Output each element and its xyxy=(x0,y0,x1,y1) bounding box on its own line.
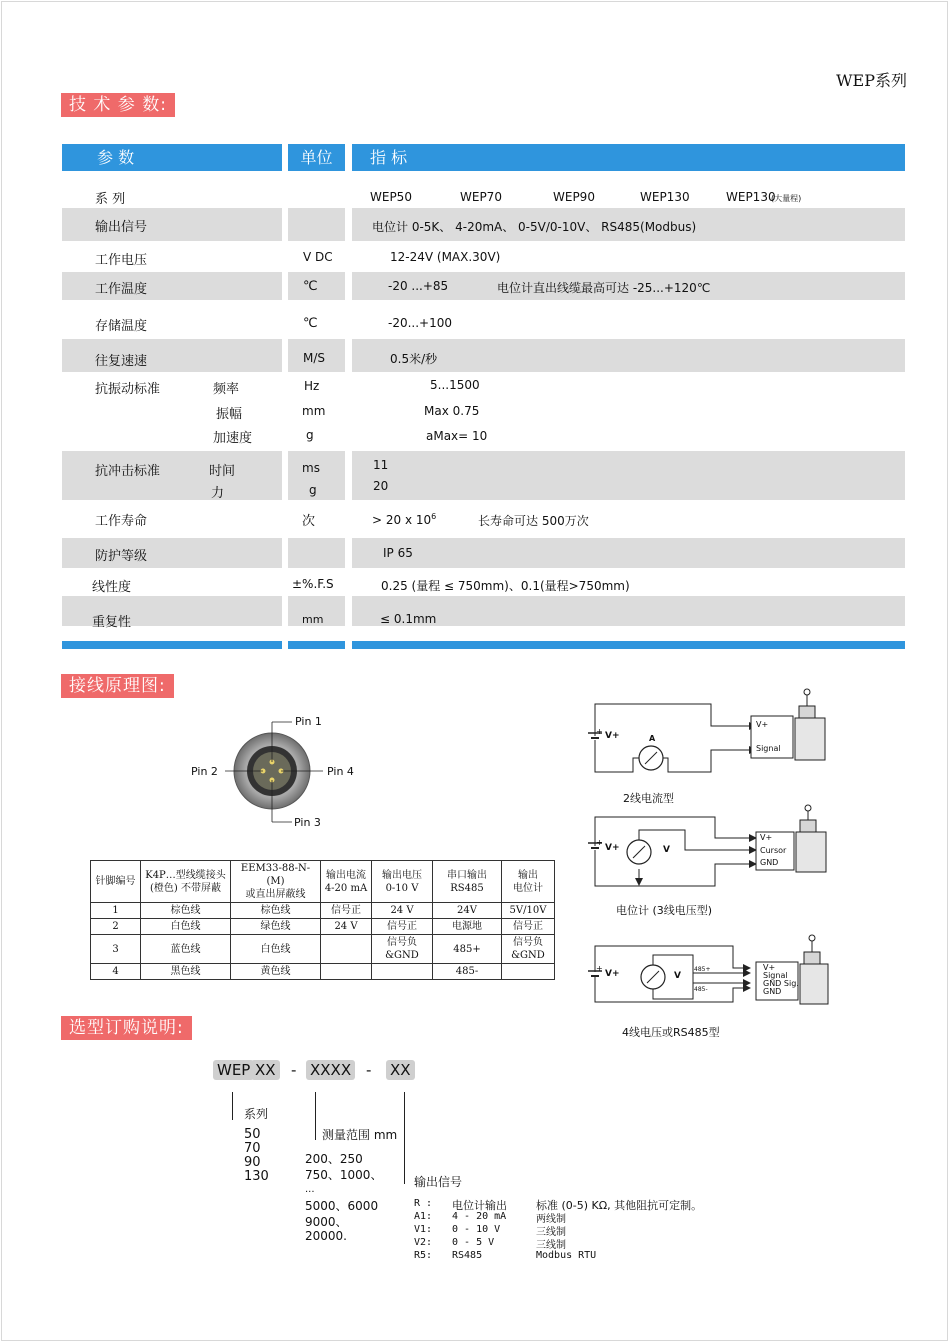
vibration-sub: 振幅 xyxy=(216,407,243,422)
d3-485plus: 485+ xyxy=(694,966,711,973)
code-series: XX xyxy=(251,1060,280,1080)
diagram-2wire-current xyxy=(583,686,843,786)
linearity-value: 0.25 (量程 ≤ 750mm)、0.1(量程>750mm) xyxy=(381,579,630,593)
repeatability-value: ≤ 0.1mm xyxy=(380,612,437,626)
d1-plus: + xyxy=(596,727,603,736)
series-value: WEP50 xyxy=(370,190,412,204)
output-note: 三线制 xyxy=(536,1240,566,1251)
output-code: V1: xyxy=(414,1224,433,1235)
pin-table-header: 输出 电位计 xyxy=(502,861,555,903)
d3-voltmeter: V xyxy=(674,971,681,981)
output-code: A1: xyxy=(414,1211,433,1222)
range-option: 9000、 xyxy=(305,1215,348,1229)
pin3-label: Pin 3 xyxy=(294,816,321,829)
shock-sub: 时间 xyxy=(209,464,236,479)
d2-voltmeter: V xyxy=(663,845,670,855)
series-value: WEP130 xyxy=(640,190,690,204)
param-life: 工作寿命 xyxy=(95,514,148,529)
series-option: 50 xyxy=(244,1127,261,1142)
output-desc: 0 - 5 V xyxy=(452,1237,495,1248)
output-desc: 0 - 10 V xyxy=(452,1224,501,1235)
pin-table-header: 串口输出 RS485 xyxy=(433,861,502,903)
d2-vplus-supply: V+ xyxy=(605,843,620,853)
voltage-value: 12-24V (MAX.30V) xyxy=(390,250,501,264)
vibration-unit: g xyxy=(306,428,314,442)
table-row: 2 白色线 绿色线 24 V 信号正 电源地 信号正 xyxy=(91,919,555,935)
pin2-label: Pin 2 xyxy=(191,765,218,778)
voltage-unit: V DC xyxy=(303,250,333,264)
output-note: 三线制 xyxy=(536,1227,566,1238)
output-code: R5: xyxy=(414,1250,433,1261)
output-code: V2: xyxy=(414,1237,433,1248)
pin-table-header: 输出电流 4-20 mA xyxy=(321,861,372,903)
pin-table-header: K4P…型线缆接头 (橙色) 不带屏蔽 xyxy=(141,861,231,903)
col-header-param: 参 数 xyxy=(62,144,282,171)
d2-gnd: GND xyxy=(760,858,779,867)
series-value: WEP130 xyxy=(726,190,776,204)
d3-485minus: 485- xyxy=(694,986,708,993)
d1-ammeter: A xyxy=(649,734,656,743)
operating-temp-unit: ℃ xyxy=(303,279,318,294)
operating-temp-extra: 电位计直出线缆最高可达 -25...+120℃ xyxy=(497,281,711,295)
repeatability-unit: mm xyxy=(302,613,324,626)
d1-vplus-supply: V+ xyxy=(605,731,620,741)
section-order-heading: 选型订购说明: xyxy=(61,1016,192,1040)
storage-temp-unit: ℃ xyxy=(303,316,318,331)
d3-plus: + xyxy=(596,964,603,973)
series-tag: WEP系列 xyxy=(836,71,907,90)
output-desc: 电位计输出 xyxy=(452,1199,507,1212)
code-prefix: WEP xyxy=(213,1060,254,1080)
table-row: 3 蓝色线 白色线 信号负&GND 485+ 信号负&GND xyxy=(91,935,555,964)
col-header-unit: 单位 xyxy=(288,144,345,171)
vibration-unit: mm xyxy=(302,404,326,418)
vibration-sub: 加速度 xyxy=(213,431,253,446)
range-option: 5000、6000 xyxy=(305,1199,379,1213)
table-row: 4 黑色线 黄色线 485- xyxy=(91,964,555,980)
life-extra: 长寿命可达 500万次 xyxy=(478,514,589,528)
shock-unit: g xyxy=(309,483,317,497)
vibration-value: aMax= 10 xyxy=(426,429,488,443)
d1-caption: 2线电流型 xyxy=(623,792,674,805)
protection-value: IP 65 xyxy=(383,546,413,560)
d2-cursor: Cursor xyxy=(760,846,787,855)
series-option: 130 xyxy=(244,1169,269,1184)
speed-unit: M/S xyxy=(303,351,326,365)
d3-gnd: GND xyxy=(763,987,782,996)
d2-caption: 电位计 (3线电压型) xyxy=(616,904,713,917)
shock-sub: 力 xyxy=(211,486,225,501)
range-option: 750、1000、 xyxy=(305,1168,383,1182)
code-range: XXXX xyxy=(306,1060,355,1080)
life-value: > 20 x $10^6$ xyxy=(372,512,437,527)
section-wiring-heading: 接线原理图: xyxy=(61,674,174,698)
param-storage-temp: 存储温度 xyxy=(95,319,148,334)
output-label: 输出信号 xyxy=(414,1175,463,1189)
shock-value: 20 xyxy=(373,479,389,493)
pin4-label: Pin 4 xyxy=(327,765,354,778)
pin-table xyxy=(90,860,555,980)
range-label: 测量范围 mm xyxy=(322,1128,398,1142)
param-linearity: 线性度 xyxy=(92,580,132,595)
storage-temp-value: -20...+100 xyxy=(388,316,453,330)
range-option: ... xyxy=(305,1184,315,1195)
series-value: WEP90 xyxy=(553,190,595,204)
output-desc: RS485 xyxy=(452,1250,483,1261)
d3-gnd-sig: GND Sig. xyxy=(763,979,799,988)
code-sep: - xyxy=(366,1061,372,1079)
code-output: XX xyxy=(386,1060,415,1080)
param-protection: 防护等级 xyxy=(95,549,148,564)
vibration-value: 5...1500 xyxy=(430,378,480,392)
shock-unit: ms xyxy=(302,461,320,475)
d3-signal: Signal xyxy=(763,971,788,980)
output-desc: 4 - 20 mA xyxy=(452,1211,507,1222)
series-label: 系列 xyxy=(244,1107,269,1121)
param-operating-temp: 工作温度 xyxy=(95,282,148,297)
param-repeatability: 重复性 xyxy=(92,615,132,630)
table-row: 1 棕色线 棕色线 信号正 24 V 24V 5V/10V xyxy=(91,903,555,919)
series-option: 70 xyxy=(244,1141,261,1156)
output-note: Modbus RTU xyxy=(536,1250,597,1261)
param-shock: 抗冲击标准 xyxy=(95,464,161,479)
output-signal-value: 电位计 0-5K、 4-20mA、 0-5V/0-10V、 RS485(Modbus) xyxy=(372,220,697,234)
linearity-unit: ±%.F.S xyxy=(292,577,334,591)
vibration-sub: 频率 xyxy=(213,382,240,397)
output-note: 标准 (0-5) KΩ, 其他阻抗可定制。 xyxy=(536,1199,703,1212)
d3-caption: 4线电压或RS485型 xyxy=(622,1026,720,1039)
param-vibration: 抗振动标准 xyxy=(95,382,161,397)
pin1-label: Pin 1 xyxy=(295,715,322,728)
series-option: 90 xyxy=(244,1155,261,1170)
vibration-value: Max 0.75 xyxy=(424,404,480,418)
param-output-signal: 输出信号 xyxy=(95,220,148,235)
col-header-spec: 指 标 xyxy=(352,144,905,171)
range-option: 200、250 xyxy=(305,1152,363,1166)
param-speed: 往复速速 xyxy=(95,354,148,369)
pin-table-header: 针脚编号 xyxy=(91,861,141,903)
d3-vplus-supply: V+ xyxy=(605,969,620,979)
series-note: (大量程) xyxy=(771,194,802,203)
diagram-4wire xyxy=(583,928,843,1018)
pin-table-header: 输出电压 0-10 V xyxy=(372,861,433,903)
output-code: R : xyxy=(414,1198,433,1209)
d2-vplus: V+ xyxy=(760,833,773,842)
diagram-3wire-voltage xyxy=(583,802,843,897)
d1-signal: Signal xyxy=(756,744,781,753)
param-voltage: 工作电压 xyxy=(95,253,148,268)
range-option: 20000. xyxy=(305,1229,347,1243)
vibration-unit: Hz xyxy=(304,379,320,393)
life-unit: 次 xyxy=(302,514,316,529)
pin-table-header: EEM33-88-N-(M) 或直出屏蔽线 xyxy=(231,861,321,903)
param-series: 系 列 xyxy=(95,192,126,207)
output-note: 两线制 xyxy=(536,1214,566,1225)
series-value: WEP70 xyxy=(460,190,502,204)
shock-value: 11 xyxy=(373,458,389,472)
speed-value: 0.5米/秒 xyxy=(390,352,438,366)
section-tech-heading: 技 术 参 数: xyxy=(61,93,175,117)
operating-temp-value: -20 ...+85 xyxy=(388,279,449,293)
d1-vplus: V+ xyxy=(756,720,769,729)
code-sep: - xyxy=(291,1061,297,1079)
d3-vplus: V+ xyxy=(763,963,776,972)
d2-plus: + xyxy=(596,838,603,847)
